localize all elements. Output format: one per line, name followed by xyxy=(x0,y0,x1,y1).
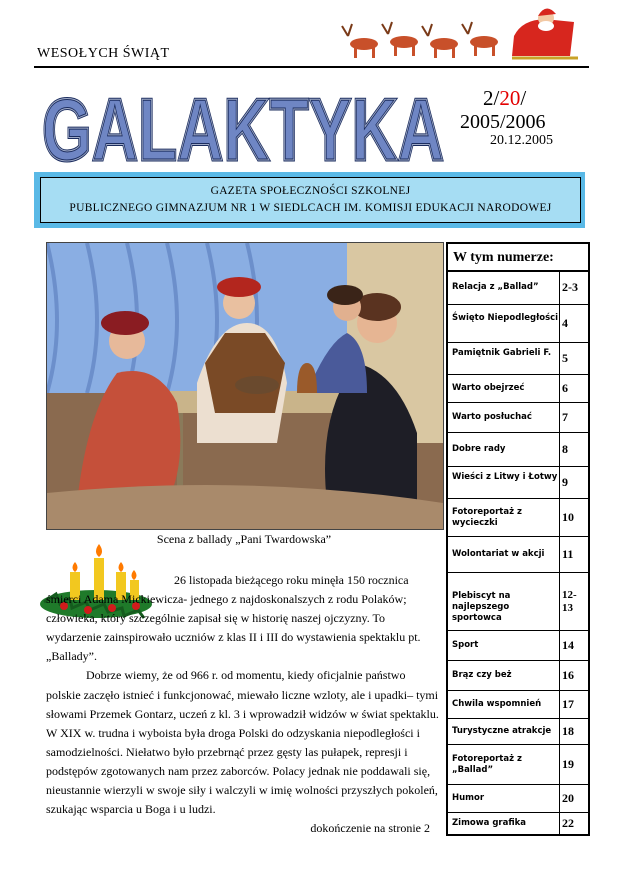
toc-item-page: 17 xyxy=(562,697,574,711)
toc-item-title: Wolontariat w akcji xyxy=(452,549,545,559)
toc-item-page: 22 xyxy=(562,816,574,830)
issue-number xyxy=(483,86,526,111)
toc-item-page: 20 xyxy=(562,791,574,805)
toc-item[interactable] xyxy=(448,536,588,572)
toc-column-divider xyxy=(559,745,560,784)
toc-item[interactable] xyxy=(448,432,588,466)
toc-item[interactable] xyxy=(448,374,588,402)
article-paragraph-1: 26 listopada bieżącego roku minęła 150 rocznica śmierci Adama Mickiewicza- jednego z najdoskonalszych z rodu Polaków; człowieka, który szczególnie zapisał się w historię naszej ojczyzny. To wydarzenie zainspirowało uczniów z klas II i III do wystawienia spektaklu pt. „Ballady”. xyxy=(46,573,421,664)
toc-item[interactable] xyxy=(448,690,588,718)
issue-suffix: / xyxy=(520,86,527,110)
toc-item[interactable] xyxy=(448,718,588,744)
toc-item-page: 14 xyxy=(562,638,574,652)
toc-item-page: 11 xyxy=(562,547,574,561)
toc-item[interactable] xyxy=(448,630,588,660)
toc-item[interactable] xyxy=(448,402,588,432)
toc-column-divider xyxy=(559,375,560,402)
banner-line-1: GAZETA SPOŁECZNOŚCI SZKOLNEJ xyxy=(210,185,411,197)
toc-item[interactable] xyxy=(448,744,588,784)
toc-column-divider xyxy=(559,573,560,630)
toc-column-divider xyxy=(559,661,560,690)
toc-item-page: 4 xyxy=(562,316,568,330)
svg-text:GALAKTYKA: GALAKTYKA xyxy=(42,84,444,172)
toc-item[interactable] xyxy=(448,784,588,812)
toc-item-title: Humor xyxy=(452,793,485,803)
article-paragraph-2: Dobrze wiemy, że od 966 r. od momentu, kiedy oficjalnie państwo polskie zaczęło istnieć i funkcjonować, miewało liczne wzloty, ale i upadki– tymi słowami Przemek Gontarz, uczeń z kl. 3 i wprowadził widzów w świat spektaklu. W XIX w. trudna i wyboista była droga Polski do odzyskania niepodległości i samodzielności. Niełatwo było przebrnąć przez gęsty las pułapek, represji i podstępów zgotowanych nam przez zaborców. Polacy jednak nie poddawali się, nieustannie wierzyli w swoje siły i walczyli w imię wolności przyszłych pokoleń, szukając wsparcia u Boga i u ludzi. xyxy=(46,668,439,817)
santa-sleigh-illustration xyxy=(334,6,592,70)
table-of-contents xyxy=(446,242,590,836)
toc-item-title: Warto obejrzeć xyxy=(452,383,525,393)
banner-line-2: PUBLICZNEGO GIMNAZJUM NR 1 W SIEDLCACH IM. KOMISJI EDUKACJI NARODOWEJ xyxy=(69,202,552,214)
toc-item-title: Wieści z Litwy i Łotwy xyxy=(452,472,558,482)
school-year: 2005/2006 xyxy=(460,111,546,133)
toc-column-divider xyxy=(559,813,560,834)
article-body xyxy=(46,571,442,838)
ballad-scene-photo xyxy=(46,242,444,530)
toc-item-title: Fotoreportaż z wycieczki xyxy=(452,507,522,528)
toc-item-title: Fotoreportaż z „Ballad” xyxy=(452,754,522,775)
toc-column-divider xyxy=(559,305,560,342)
toc-item-title: Sport xyxy=(452,640,479,650)
toc-item-title: Święto Niepodległości xyxy=(452,313,559,323)
toc-item-page: 10 xyxy=(562,510,574,524)
toc-item[interactable] xyxy=(448,812,588,834)
toc-item-page: 7 xyxy=(562,410,568,424)
toc-heading: W tym numerze: xyxy=(448,244,588,272)
toc-item-page: 19 xyxy=(562,757,574,771)
toc-item-page: 2-3 xyxy=(562,280,578,294)
toc-column-divider xyxy=(559,691,560,718)
toc-item[interactable] xyxy=(448,272,588,304)
header-rule xyxy=(34,66,589,68)
issue-current: 20 xyxy=(499,86,521,110)
toc-item[interactable] xyxy=(448,572,588,630)
toc-column-divider xyxy=(559,719,560,744)
toc-column-divider xyxy=(559,467,560,498)
toc-item[interactable] xyxy=(448,304,588,342)
toc-item-title: Relacja z „Ballad” xyxy=(452,282,539,292)
toc-item-page: 9 xyxy=(562,475,568,489)
toc-column-divider xyxy=(559,272,560,304)
svg-text:GALAKTYKA: GALAKTYKA xyxy=(42,84,444,172)
toc-item-page: 18 xyxy=(562,724,574,738)
toc-item[interactable] xyxy=(448,498,588,536)
toc-column-divider xyxy=(559,433,560,466)
toc-column-divider xyxy=(559,499,560,536)
greeting-text: WESOŁYCH ŚWIĄT xyxy=(37,46,170,61)
banner-box xyxy=(40,177,581,223)
toc-item-title: Dobre rady xyxy=(452,444,506,454)
toc-column-divider xyxy=(559,537,560,572)
toc-item-title: Zimowa grafika xyxy=(452,818,527,828)
toc-item-page: 8 xyxy=(562,442,568,456)
toc-item-title: Chwila wspomnień xyxy=(452,699,542,709)
article-continuation: dokończenie na stronie 2 xyxy=(310,821,430,836)
publisher-banner xyxy=(34,172,585,228)
toc-item-page: 16 xyxy=(562,668,574,682)
toc-item-page: 5 xyxy=(562,351,568,365)
galaktyka-logo xyxy=(38,84,448,172)
toc-column-divider xyxy=(559,631,560,660)
toc-item[interactable] xyxy=(448,342,588,374)
toc-column-divider xyxy=(559,343,560,374)
toc-item[interactable] xyxy=(448,660,588,690)
toc-item-title: Turystyczne atrakcje xyxy=(452,726,552,736)
toc-column-divider xyxy=(559,403,560,432)
toc-item-page: 6 xyxy=(562,381,568,395)
photo-caption: Scena z ballady „Pani Twardowska” xyxy=(156,532,332,546)
issue-prefix: 2/ xyxy=(483,86,500,110)
toc-item[interactable] xyxy=(448,466,588,498)
toc-item-title: Warto posłuchać xyxy=(452,412,532,422)
toc-item-title: Brąz czy beż xyxy=(452,670,512,680)
toc-item-page: 12-13 xyxy=(562,589,577,614)
toc-item-title: Plebiscyt na najlepszego sportowca xyxy=(452,591,511,623)
toc-item-title: Pamiętnik Gabrieli F. xyxy=(452,348,552,358)
toc-column-divider xyxy=(559,785,560,812)
issue-date: 20.12.2005 xyxy=(490,133,553,148)
